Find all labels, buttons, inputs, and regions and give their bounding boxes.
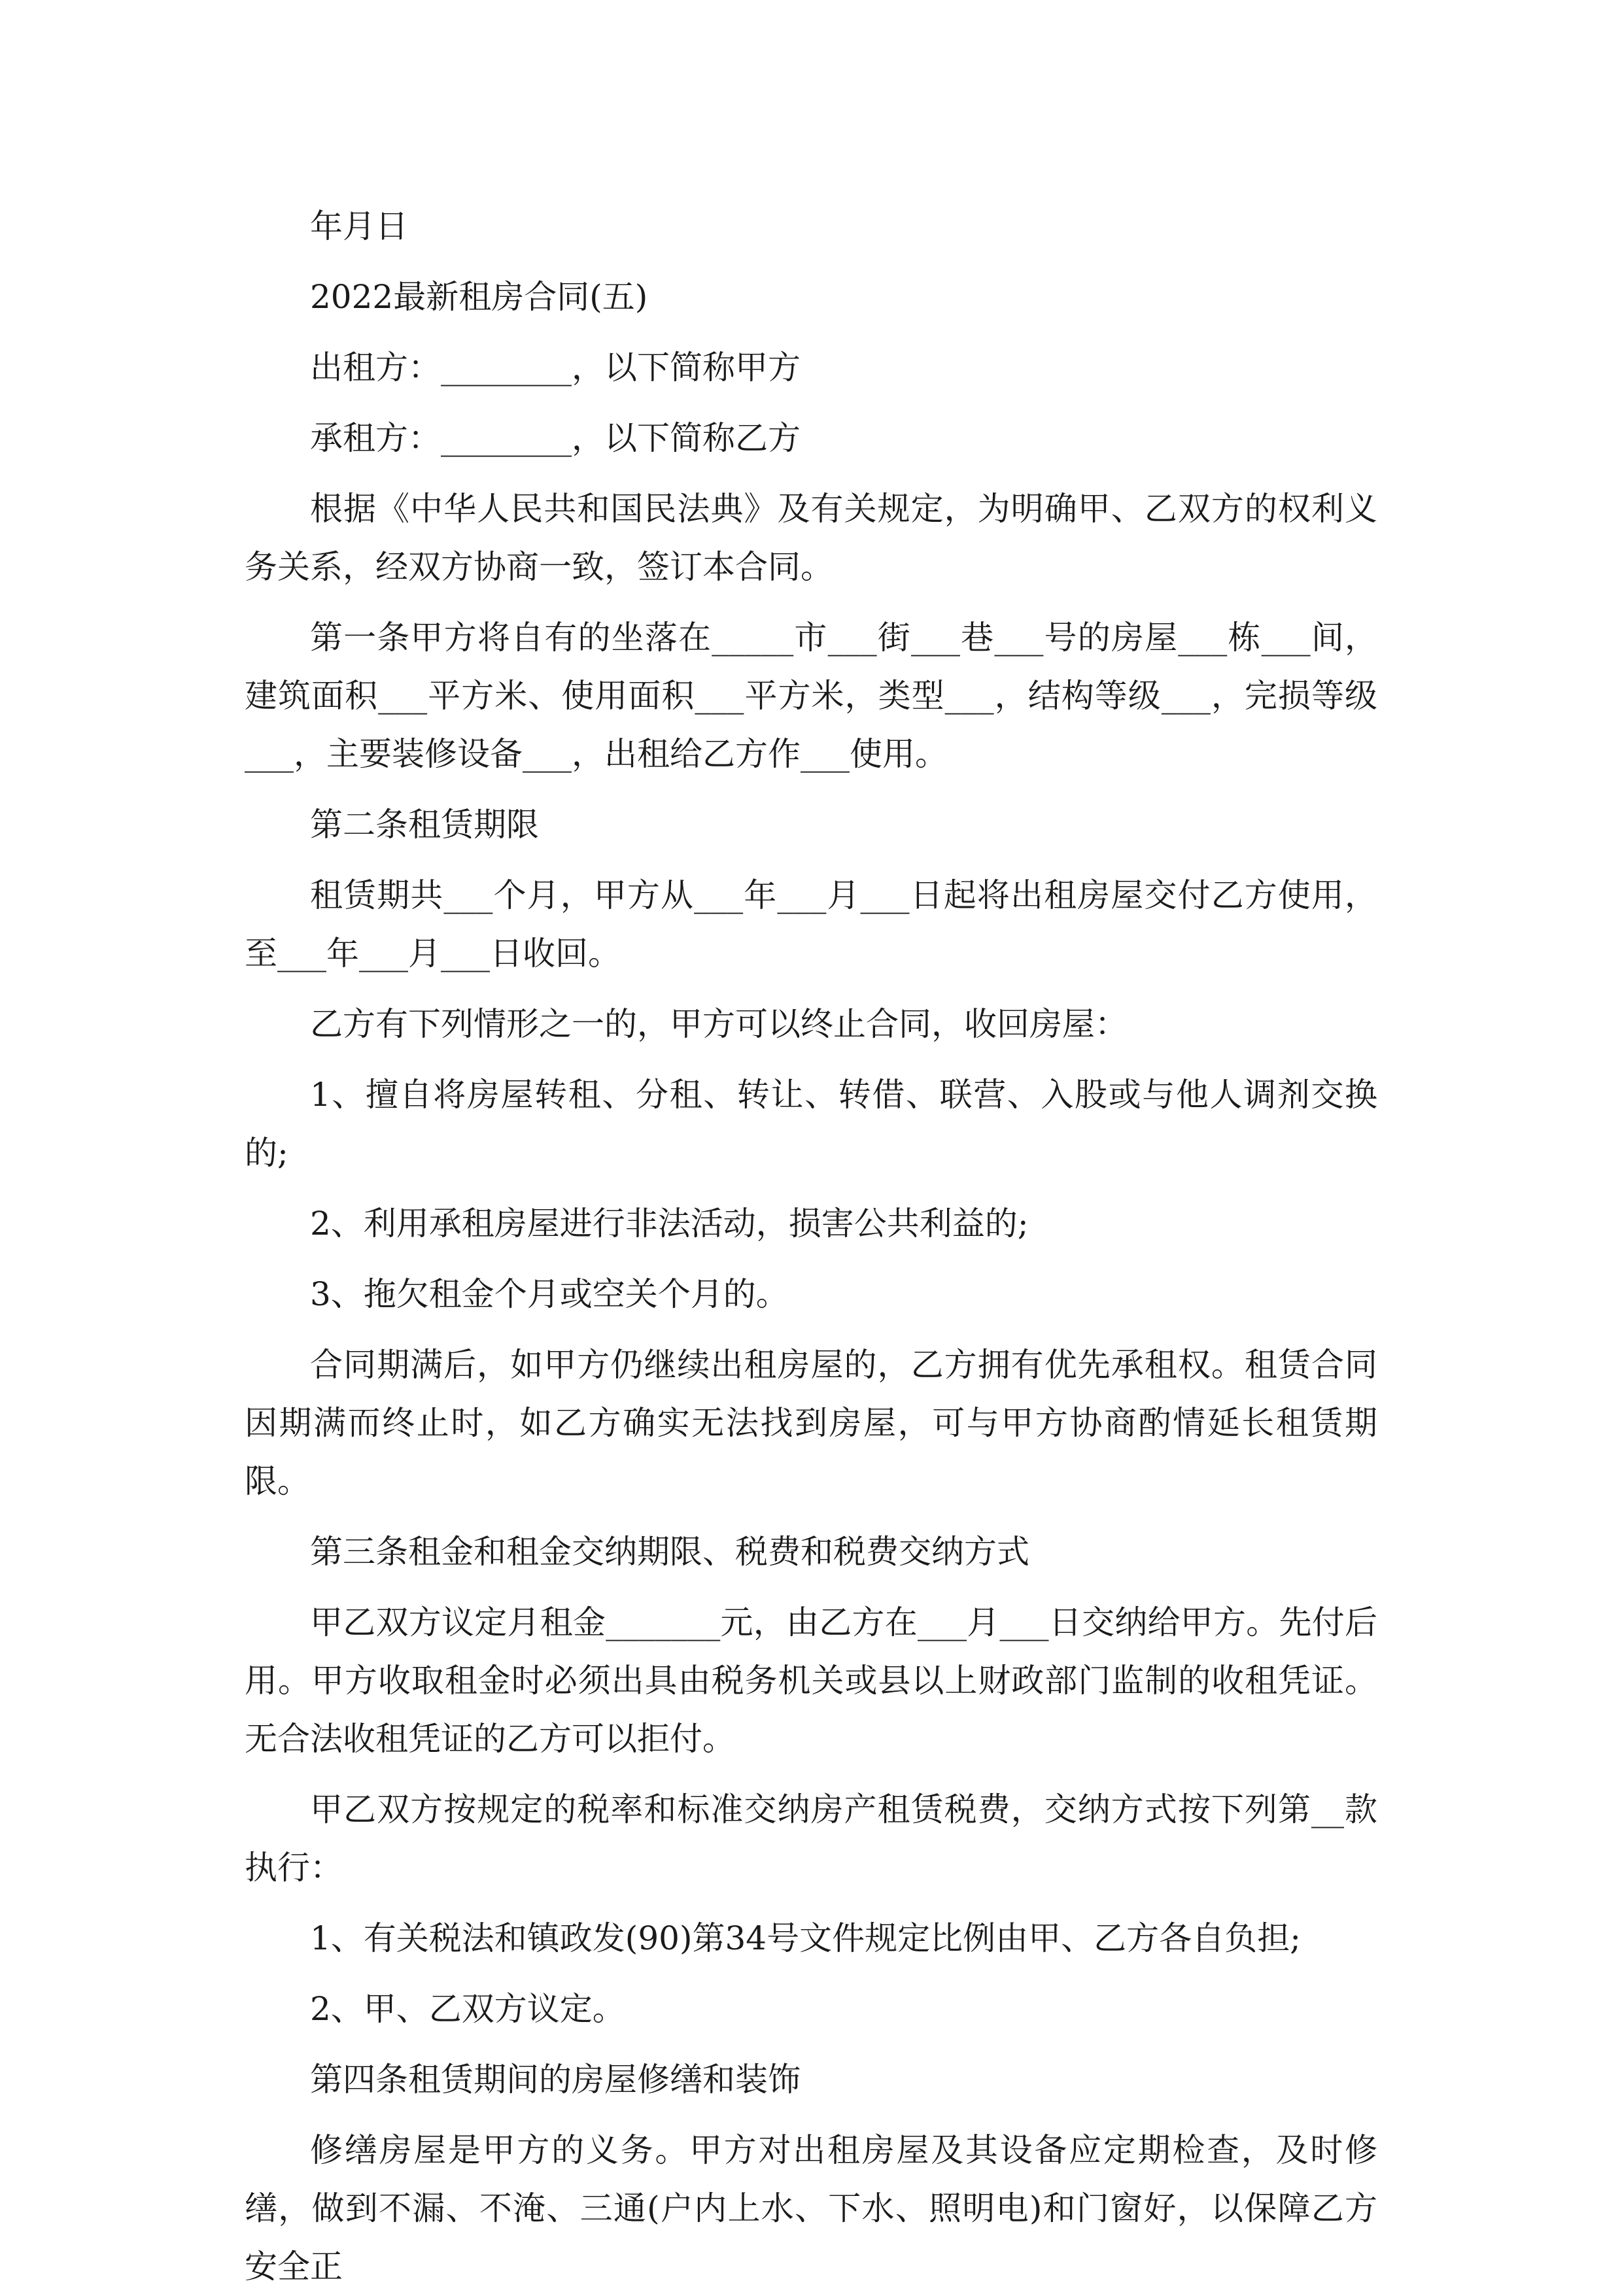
termination-item-3: 3、拖欠租金个月或空关个月的。 — [310, 1275, 789, 1313]
tax-item-1: 1、有关税法和镇政发(90)第34号文件规定比例由甲、乙方各自负担; — [310, 1919, 1301, 1957]
article-4-heading: 第四条租赁期间的房屋修缮和装饰 — [310, 2061, 801, 2099]
lessee-line: 承租方：________，以下简称乙方 — [310, 419, 801, 457]
rent-paragraph: 甲乙双方议定月租金_______元，由乙方在___月___日交纳给甲方。先付后用。甲方收取租金时必须出具由税务机关或县以上财政部门监制的收租凭证。无合法收租凭证的乙方可以拒付。 — [245, 1603, 1377, 1758]
tax-item-2: 2、甲、乙双方议定。 — [310, 1990, 625, 2028]
lessor-line: 出租方：________，以下简称甲方 — [310, 349, 801, 386]
lease-term-paragraph: 租赁期共___个月，甲方从___年___月___日起将出租房屋交付乙方使用，至___年___月___日收回。 — [245, 876, 1377, 972]
renewal-paragraph: 合同期满后，如甲方仍继续出租房屋的，乙方拥有优先承租权。租赁合同因期满而终止时，如乙方确实无法找到房屋，可与甲方协商酌情延长租赁期限。 — [245, 1346, 1377, 1500]
date-line: 年月日 — [310, 207, 408, 245]
termination-item-2: 2、利用承租房屋进行非法活动，损害公共利益的; — [310, 1205, 1029, 1242]
article-1-paragraph: 第一条甲方将自有的坐落在_____市___街___巷___号的房屋___栋___间，建筑面积___平方米、使用面积___平方米，类型___，结构等级___，完损等级___，主要装修设备___，出租给乙方作___使用。 — [245, 619, 1377, 773]
document-body — [245, 197, 1377, 2296]
termination-intro: 乙方有下列情形之一的，甲方可以终止合同，收回房屋： — [310, 1005, 1128, 1043]
article-2-heading: 第二条租赁期限 — [310, 806, 539, 844]
article-3-heading: 第三条租金和租金交纳期限、税费和税费交纳方式 — [310, 1533, 1029, 1571]
tax-paragraph: 甲乙双方按规定的税率和标准交纳房产租赁税费，交纳方式按下列第__款执行： — [245, 1791, 1377, 1887]
preamble-paragraph: 根据《中华人民共和国民法典》及有关规定，为明确甲、乙双方的权利义务关系，经双方协商一致，签订本合同。 — [245, 490, 1377, 586]
contract-title: 2022最新租房合同(五) — [310, 278, 648, 316]
repair-paragraph: 修缮房屋是甲方的义务。甲方对出租房屋及其设备应定期检查，及时修缮，做到不漏、不淹、三通(户内上水、下水、照明电)和门窗好，以保障乙方安全正 — [245, 2131, 1377, 2286]
termination-item-1: 1、擅自将房屋转租、分租、转让、转借、联营、入股或与他人调剂交换的; — [245, 1076, 1377, 1172]
